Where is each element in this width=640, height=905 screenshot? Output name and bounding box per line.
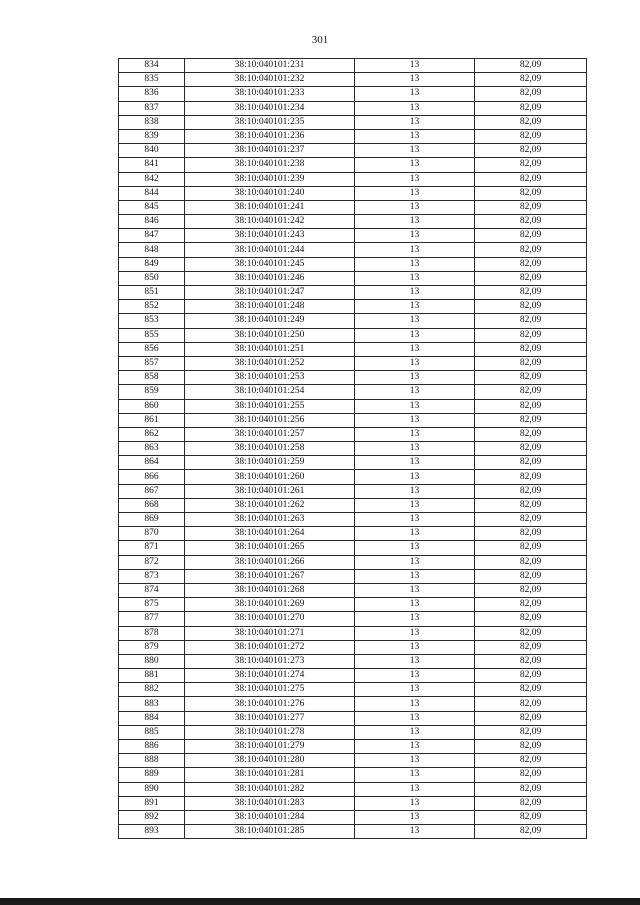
table-row — [119, 314, 587, 328]
area-cell: 82,09 — [475, 442, 587, 456]
row-number-cell: 880 — [119, 654, 185, 668]
area-cell: 82,09 — [475, 626, 587, 640]
quantity-cell: 13 — [355, 257, 475, 271]
cadastral-number-cell: 38:10:040101:275 — [185, 683, 355, 697]
table-row — [119, 328, 587, 342]
row-number-cell: 890 — [119, 782, 185, 796]
cadastral-number-cell: 38:10:040101:250 — [185, 328, 355, 342]
table-row — [119, 427, 587, 441]
table-row — [119, 186, 587, 200]
table-row — [119, 399, 587, 413]
row-number-cell: 886 — [119, 740, 185, 754]
row-number-cell: 863 — [119, 442, 185, 456]
area-cell: 82,09 — [475, 271, 587, 285]
area-cell: 82,09 — [475, 782, 587, 796]
quantity-cell: 13 — [355, 385, 475, 399]
cadastral-number-cell: 38:10:040101:273 — [185, 654, 355, 668]
quantity-cell: 13 — [355, 470, 475, 484]
cadastral-number-cell: 38:10:040101:263 — [185, 513, 355, 527]
cadastral-table — [118, 58, 587, 839]
table-body — [119, 59, 587, 839]
cadastral-number-cell: 38:10:040101:269 — [185, 598, 355, 612]
quantity-cell: 13 — [355, 172, 475, 186]
area-cell: 82,09 — [475, 399, 587, 413]
cadastral-number-cell: 38:10:040101:255 — [185, 399, 355, 413]
row-number-cell: 888 — [119, 754, 185, 768]
quantity-cell: 13 — [355, 612, 475, 626]
quantity-cell: 13 — [355, 356, 475, 370]
table-row — [119, 484, 587, 498]
area-cell: 82,09 — [475, 683, 587, 697]
table-row — [119, 73, 587, 87]
cadastral-number-cell: 38:10:040101:236 — [185, 129, 355, 143]
quantity-cell: 13 — [355, 654, 475, 668]
quantity-cell: 13 — [355, 640, 475, 654]
cadastral-number-cell: 38:10:040101:246 — [185, 271, 355, 285]
quantity-cell: 13 — [355, 598, 475, 612]
row-number-cell: 882 — [119, 683, 185, 697]
row-number-cell: 874 — [119, 583, 185, 597]
area-cell: 82,09 — [475, 669, 587, 683]
cadastral-number-cell: 38:10:040101:251 — [185, 342, 355, 356]
table-row — [119, 640, 587, 654]
table-row — [119, 498, 587, 512]
row-number-cell: 867 — [119, 484, 185, 498]
table-row — [119, 782, 587, 796]
quantity-cell: 13 — [355, 399, 475, 413]
cadastral-number-cell: 38:10:040101:241 — [185, 200, 355, 214]
row-number-cell: 839 — [119, 129, 185, 143]
area-cell: 82,09 — [475, 257, 587, 271]
quantity-cell: 13 — [355, 498, 475, 512]
quantity-cell: 13 — [355, 825, 475, 839]
row-number-cell: 872 — [119, 555, 185, 569]
row-number-cell: 879 — [119, 640, 185, 654]
cadastral-number-cell: 38:10:040101:249 — [185, 314, 355, 328]
row-number-cell: 891 — [119, 796, 185, 810]
cadastral-number-cell: 38:10:040101:252 — [185, 356, 355, 370]
table-row — [119, 740, 587, 754]
area-cell: 82,09 — [475, 484, 587, 498]
table-row — [119, 470, 587, 484]
quantity-cell: 13 — [355, 158, 475, 172]
area-cell: 82,09 — [475, 328, 587, 342]
quantity-cell: 13 — [355, 300, 475, 314]
cadastral-number-cell: 38:10:040101:232 — [185, 73, 355, 87]
area-cell: 82,09 — [475, 654, 587, 668]
area-cell: 82,09 — [475, 186, 587, 200]
row-number-cell: 893 — [119, 825, 185, 839]
table-row — [119, 711, 587, 725]
row-number-cell: 852 — [119, 300, 185, 314]
table-row — [119, 243, 587, 257]
table-row — [119, 356, 587, 370]
area-cell: 82,09 — [475, 569, 587, 583]
cadastral-number-cell: 38:10:040101:276 — [185, 697, 355, 711]
quantity-cell: 13 — [355, 314, 475, 328]
cadastral-number-cell: 38:10:040101:280 — [185, 754, 355, 768]
table-row — [119, 569, 587, 583]
area-cell: 82,09 — [475, 541, 587, 555]
quantity-cell: 13 — [355, 697, 475, 711]
cadastral-number-cell: 38:10:040101:253 — [185, 371, 355, 385]
table-row — [119, 456, 587, 470]
cadastral-number-cell: 38:10:040101:234 — [185, 101, 355, 115]
area-cell: 82,09 — [475, 796, 587, 810]
quantity-cell: 13 — [355, 427, 475, 441]
table-row — [119, 115, 587, 129]
area-cell: 82,09 — [475, 527, 587, 541]
quantity-cell: 13 — [355, 541, 475, 555]
table-row — [119, 215, 587, 229]
quantity-cell: 13 — [355, 442, 475, 456]
area-cell: 82,09 — [475, 87, 587, 101]
quantity-cell: 13 — [355, 555, 475, 569]
cadastral-number-cell: 38:10:040101:256 — [185, 413, 355, 427]
cadastral-number-cell: 38:10:040101:261 — [185, 484, 355, 498]
table-row — [119, 541, 587, 555]
row-number-cell: 883 — [119, 697, 185, 711]
cadastral-number-cell: 38:10:040101:233 — [185, 87, 355, 101]
area-cell: 82,09 — [475, 314, 587, 328]
cadastral-number-cell: 38:10:040101:243 — [185, 229, 355, 243]
area-cell: 82,09 — [475, 825, 587, 839]
row-number-cell: 850 — [119, 271, 185, 285]
quantity-cell: 13 — [355, 200, 475, 214]
cadastral-number-cell: 38:10:040101:235 — [185, 115, 355, 129]
area-cell: 82,09 — [475, 427, 587, 441]
area-cell: 82,09 — [475, 598, 587, 612]
area-cell: 82,09 — [475, 555, 587, 569]
cadastral-number-cell: 38:10:040101:278 — [185, 725, 355, 739]
cadastral-number-cell: 38:10:040101:238 — [185, 158, 355, 172]
quantity-cell: 13 — [355, 782, 475, 796]
cadastral-number-cell: 38:10:040101:262 — [185, 498, 355, 512]
cadastral-number-cell: 38:10:040101:231 — [185, 59, 355, 73]
area-cell: 82,09 — [475, 286, 587, 300]
quantity-cell: 13 — [355, 371, 475, 385]
table-row — [119, 286, 587, 300]
row-number-cell: 835 — [119, 73, 185, 87]
row-number-cell: 860 — [119, 399, 185, 413]
row-number-cell: 837 — [119, 101, 185, 115]
table-row — [119, 825, 587, 839]
quantity-cell: 13 — [355, 754, 475, 768]
area-cell: 82,09 — [475, 697, 587, 711]
cadastral-number-cell: 38:10:040101:270 — [185, 612, 355, 626]
table-row — [119, 271, 587, 285]
area-cell: 82,09 — [475, 115, 587, 129]
area-cell: 82,09 — [475, 342, 587, 356]
row-number-cell: 848 — [119, 243, 185, 257]
table-row — [119, 626, 587, 640]
area-cell: 82,09 — [475, 413, 587, 427]
quantity-cell: 13 — [355, 144, 475, 158]
quantity-cell: 13 — [355, 669, 475, 683]
cadastral-number-cell: 38:10:040101:285 — [185, 825, 355, 839]
quantity-cell: 13 — [355, 626, 475, 640]
area-cell: 82,09 — [475, 810, 587, 824]
table-row — [119, 300, 587, 314]
quantity-cell: 13 — [355, 484, 475, 498]
quantity-cell: 13 — [355, 101, 475, 115]
area-cell: 82,09 — [475, 129, 587, 143]
table-row — [119, 527, 587, 541]
quantity-cell: 13 — [355, 456, 475, 470]
row-number-cell: 877 — [119, 612, 185, 626]
row-number-cell: 841 — [119, 158, 185, 172]
page-number: 301 — [311, 34, 329, 46]
row-number-cell: 836 — [119, 87, 185, 101]
table-row — [119, 513, 587, 527]
quantity-cell: 13 — [355, 271, 475, 285]
cadastral-number-cell: 38:10:040101:271 — [185, 626, 355, 640]
row-number-cell: 878 — [119, 626, 185, 640]
cadastral-number-cell: 38:10:040101:264 — [185, 527, 355, 541]
table-row — [119, 598, 587, 612]
quantity-cell: 13 — [355, 768, 475, 782]
table-row — [119, 754, 587, 768]
quantity-cell: 13 — [355, 328, 475, 342]
quantity-cell: 13 — [355, 215, 475, 229]
table-row — [119, 59, 587, 73]
table-row — [119, 669, 587, 683]
row-number-cell: 834 — [119, 59, 185, 73]
row-number-cell: 868 — [119, 498, 185, 512]
row-number-cell: 875 — [119, 598, 185, 612]
area-cell: 82,09 — [475, 243, 587, 257]
cadastral-number-cell: 38:10:040101:265 — [185, 541, 355, 555]
area-cell: 82,09 — [475, 59, 587, 73]
scan-edge-bar — [0, 898, 640, 905]
table-row — [119, 413, 587, 427]
quantity-cell: 13 — [355, 59, 475, 73]
table-row — [119, 87, 587, 101]
row-number-cell: 842 — [119, 172, 185, 186]
area-cell: 82,09 — [475, 725, 587, 739]
row-number-cell: 855 — [119, 328, 185, 342]
area-cell: 82,09 — [475, 200, 587, 214]
cadastral-number-cell: 38:10:040101:281 — [185, 768, 355, 782]
cadastral-number-cell: 38:10:040101:259 — [185, 456, 355, 470]
area-cell: 82,09 — [475, 513, 587, 527]
table-row — [119, 810, 587, 824]
table-row — [119, 612, 587, 626]
row-number-cell: 853 — [119, 314, 185, 328]
row-number-cell: 856 — [119, 342, 185, 356]
table-row — [119, 442, 587, 456]
table-row — [119, 200, 587, 214]
table-row — [119, 697, 587, 711]
cadastral-number-cell: 38:10:040101:247 — [185, 286, 355, 300]
quantity-cell: 13 — [355, 683, 475, 697]
area-cell: 82,09 — [475, 456, 587, 470]
row-number-cell: 864 — [119, 456, 185, 470]
area-cell: 82,09 — [475, 385, 587, 399]
row-number-cell: 849 — [119, 257, 185, 271]
area-cell: 82,09 — [475, 101, 587, 115]
table-row — [119, 101, 587, 115]
quantity-cell: 13 — [355, 186, 475, 200]
quantity-cell: 13 — [355, 229, 475, 243]
table-row — [119, 229, 587, 243]
table-row — [119, 158, 587, 172]
row-number-cell: 858 — [119, 371, 185, 385]
cadastral-number-cell: 38:10:040101:284 — [185, 810, 355, 824]
quantity-cell: 13 — [355, 796, 475, 810]
area-cell: 82,09 — [475, 711, 587, 725]
quantity-cell: 13 — [355, 115, 475, 129]
quantity-cell: 13 — [355, 569, 475, 583]
area-cell: 82,09 — [475, 470, 587, 484]
quantity-cell: 13 — [355, 513, 475, 527]
table-row — [119, 342, 587, 356]
quantity-cell: 13 — [355, 740, 475, 754]
area-cell: 82,09 — [475, 73, 587, 87]
cadastral-number-cell: 38:10:040101:282 — [185, 782, 355, 796]
table-row — [119, 768, 587, 782]
quantity-cell: 13 — [355, 73, 475, 87]
quantity-cell: 13 — [355, 711, 475, 725]
row-number-cell: 871 — [119, 541, 185, 555]
area-cell: 82,09 — [475, 158, 587, 172]
quantity-cell: 13 — [355, 87, 475, 101]
row-number-cell: 881 — [119, 669, 185, 683]
cadastral-number-cell: 38:10:040101:240 — [185, 186, 355, 200]
table-row — [119, 683, 587, 697]
area-cell: 82,09 — [475, 640, 587, 654]
quantity-cell: 13 — [355, 810, 475, 824]
area-cell: 82,09 — [475, 612, 587, 626]
table-row — [119, 555, 587, 569]
cadastral-number-cell: 38:10:040101:239 — [185, 172, 355, 186]
row-number-cell: 838 — [119, 115, 185, 129]
cadastral-number-cell: 38:10:040101:242 — [185, 215, 355, 229]
area-cell: 82,09 — [475, 583, 587, 597]
table-row — [119, 796, 587, 810]
cadastral-number-cell: 38:10:040101:258 — [185, 442, 355, 456]
row-number-cell: 873 — [119, 569, 185, 583]
row-number-cell: 851 — [119, 286, 185, 300]
quantity-cell: 13 — [355, 725, 475, 739]
cadastral-number-cell: 38:10:040101:248 — [185, 300, 355, 314]
table-row — [119, 257, 587, 271]
cadastral-number-cell: 38:10:040101:237 — [185, 144, 355, 158]
table-row — [119, 725, 587, 739]
area-cell: 82,09 — [475, 498, 587, 512]
table-row — [119, 583, 587, 597]
quantity-cell: 13 — [355, 129, 475, 143]
area-cell: 82,09 — [475, 754, 587, 768]
area-cell: 82,09 — [475, 740, 587, 754]
table-row — [119, 371, 587, 385]
row-number-cell: 892 — [119, 810, 185, 824]
row-number-cell: 884 — [119, 711, 185, 725]
area-cell: 82,09 — [475, 229, 587, 243]
row-number-cell: 847 — [119, 229, 185, 243]
row-number-cell: 846 — [119, 215, 185, 229]
cadastral-number-cell: 38:10:040101:283 — [185, 796, 355, 810]
table-row — [119, 172, 587, 186]
row-number-cell: 840 — [119, 144, 185, 158]
row-number-cell: 866 — [119, 470, 185, 484]
area-cell: 82,09 — [475, 144, 587, 158]
table-row — [119, 385, 587, 399]
row-number-cell: 869 — [119, 513, 185, 527]
cadastral-number-cell: 38:10:040101:266 — [185, 555, 355, 569]
row-number-cell: 844 — [119, 186, 185, 200]
cadastral-number-cell: 38:10:040101:274 — [185, 669, 355, 683]
row-number-cell: 885 — [119, 725, 185, 739]
cadastral-number-cell: 38:10:040101:272 — [185, 640, 355, 654]
quantity-cell: 13 — [355, 583, 475, 597]
table-row — [119, 654, 587, 668]
cadastral-number-cell: 38:10:040101:268 — [185, 583, 355, 597]
area-cell: 82,09 — [475, 356, 587, 370]
row-number-cell: 889 — [119, 768, 185, 782]
cadastral-number-cell: 38:10:040101:267 — [185, 569, 355, 583]
quantity-cell: 13 — [355, 413, 475, 427]
cadastral-number-cell: 38:10:040101:279 — [185, 740, 355, 754]
cadastral-number-cell: 38:10:040101:260 — [185, 470, 355, 484]
row-number-cell: 859 — [119, 385, 185, 399]
quantity-cell: 13 — [355, 286, 475, 300]
cadastral-number-cell: 38:10:040101:257 — [185, 427, 355, 441]
cadastral-number-cell: 38:10:040101:254 — [185, 385, 355, 399]
table-row — [119, 144, 587, 158]
row-number-cell: 857 — [119, 356, 185, 370]
table-row — [119, 129, 587, 143]
row-number-cell: 861 — [119, 413, 185, 427]
quantity-cell: 13 — [355, 342, 475, 356]
row-number-cell: 870 — [119, 527, 185, 541]
cadastral-number-cell: 38:10:040101:277 — [185, 711, 355, 725]
area-cell: 82,09 — [475, 768, 587, 782]
area-cell: 82,09 — [475, 300, 587, 314]
cadastral-number-cell: 38:10:040101:245 — [185, 257, 355, 271]
area-cell: 82,09 — [475, 215, 587, 229]
row-number-cell: 845 — [119, 200, 185, 214]
area-cell: 82,09 — [475, 172, 587, 186]
quantity-cell: 13 — [355, 243, 475, 257]
area-cell: 82,09 — [475, 371, 587, 385]
cadastral-number-cell: 38:10:040101:244 — [185, 243, 355, 257]
quantity-cell: 13 — [355, 527, 475, 541]
row-number-cell: 862 — [119, 427, 185, 441]
